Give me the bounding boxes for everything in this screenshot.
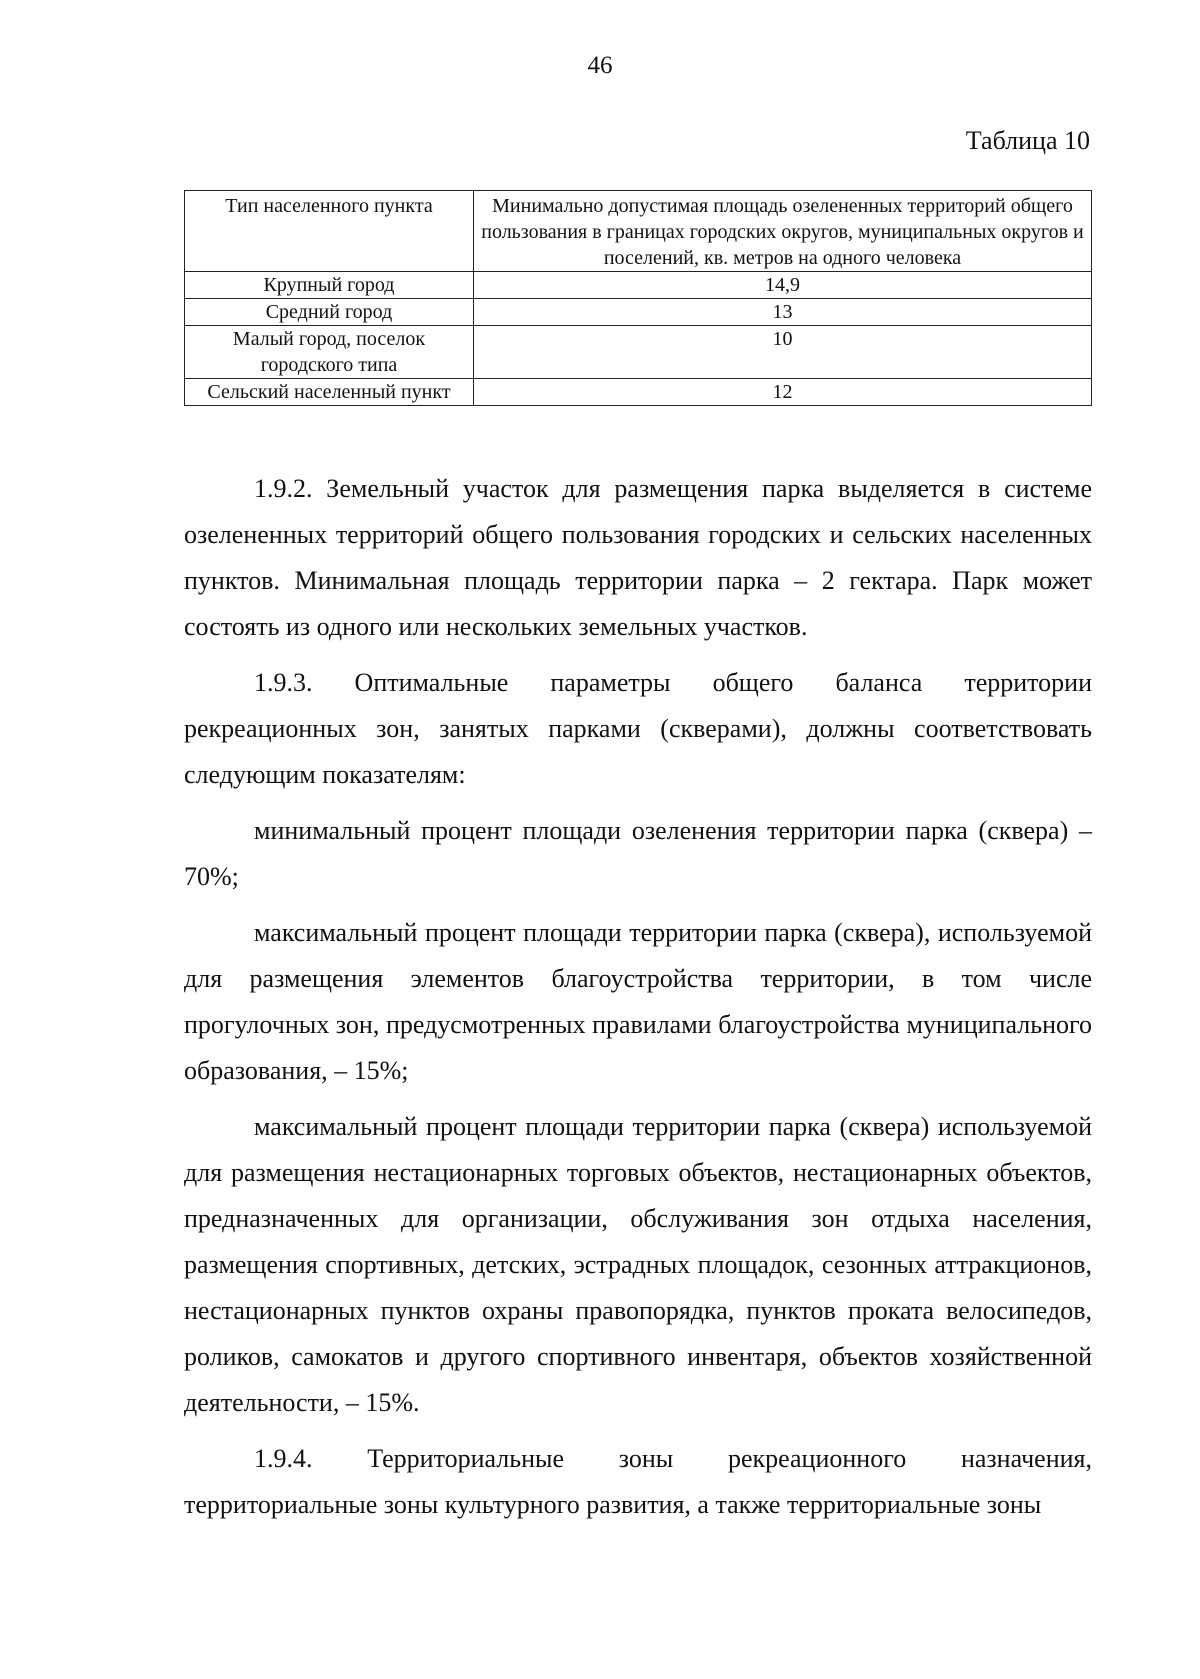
table-row [185,272,1092,299]
min-area-cell: 13 [474,299,1092,326]
table-header-row [185,191,1092,272]
settlement-type-cell: Сельский населенный пункт [185,379,474,406]
settlement-type-cell: Крупный город [185,272,474,299]
paragraph-min-green-percent: минимальный процент площади озеленения территории парка (сквера) – 70%; [184,816,1092,891]
page-number: 46 [587,52,613,79]
body-text [184,466,1092,1538]
min-area-cell: 10 [474,326,1092,379]
header-min-area: Минимально допустимая площадь озелененных территорий общего пользования в границах городских округов, муниципальных округов и поселений, кв. метров на одного человека [474,191,1092,272]
table-caption: Таблица 10 [965,126,1090,155]
green-area-table [184,190,1092,406]
paragraph-max-kiosk-percent: максимальный процент площади территории парка (сквера) используемой для размещения нестационарных торговых объектов, нестационарных объектов, предназначенных для организации, обслуживания зон отдыха населения, размещения спортивных, детских, эстрадных площадок, сезонных аттракционов, нестационарных пунктов охраны правопорядка, пунктов проката велосипедов, роликов, самокатов и другого спортивного инвентаря, объектов хозяйственной деятельности, – 15%. [184,1112,1092,1417]
header-settlement-type: Тип населенного пункта [185,191,474,272]
table-row [185,326,1092,379]
paragraph-1-9-4: 1.9.4. Территориальные зоны рекреационного назначения, территориальные зоны культурного развития, а также территориальные зоны [184,1444,1092,1519]
settlement-type-cell: Средний город [185,299,474,326]
min-area-cell: 14,9 [474,272,1092,299]
paragraph-1-9-2: 1.9.2. Земельный участок для размещения парка выделяется в системе озелененных территорий общего пользования городских и сельских населенных пунктов. Минимальная площадь территории парка – 2 гектара. Парк может состоять из одного или нескольких земельных участков. [184,474,1092,641]
paragraph-max-improvement-percent: максимальный процент площади территории парка (сквера), используемой для размещения элементов благоустройства территории, в том числе прогулочных зон, предусмотренных правилами благоустройства муниципального образования, – 15%; [184,918,1092,1085]
settlement-type-cell: Малый город, поселок городского типа [185,326,474,379]
paragraph-1-9-3: 1.9.3. Оптимальные параметры общего баланса территории рекреационных зон, занятых парками (скверами), должны соответствовать следующим показателям: [184,668,1092,789]
table-row [185,299,1092,326]
min-area-cell: 12 [474,379,1092,406]
table-row [185,379,1092,406]
